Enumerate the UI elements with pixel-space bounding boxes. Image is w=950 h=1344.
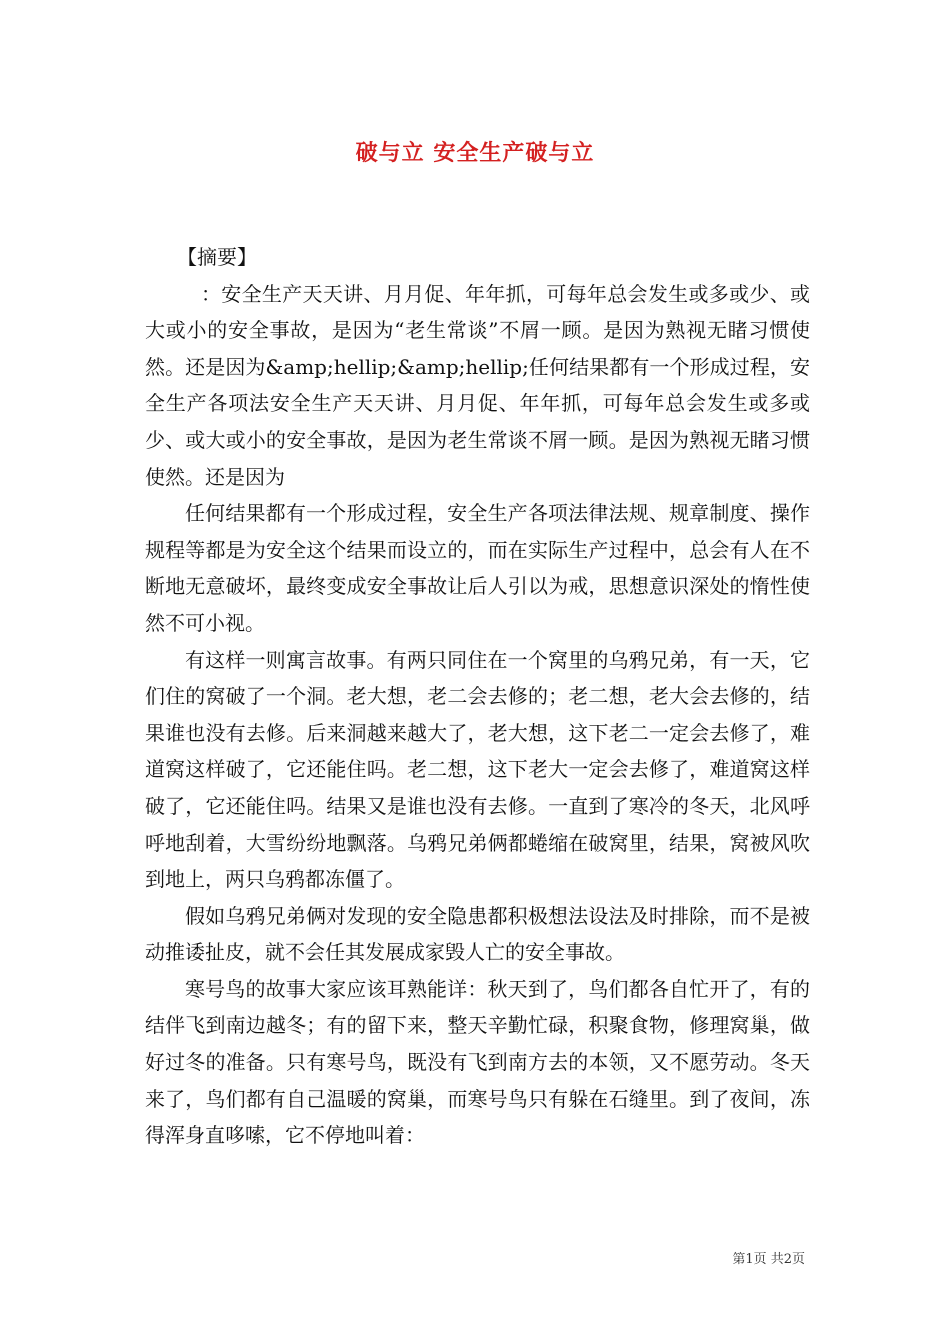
document-title: 破与立 安全生产破与立 [355,140,595,166]
abstract-label: 【摘要】 [177,245,257,269]
paragraph: 假如乌鸦兄弟俩对发现的安全隐患都积极想法设法及时排除，而不是被动推诿扯皮，就不会任其发展成家毁人亡的安全事故。 [145,903,810,965]
paragraph-abstract: ：安全生产天天讲、月月促、年年抓，可每年总会发生或多或少、或大或小的安全事故，是因为“老生常谈”不屑一顾。是因为熟视无睹习惯使然。还是因为&amp;hellip;&amp;hellip;任何结果都有一个形成过程，安全生产各项法安全生产天天讲、月月促、年年抓，可每年总会发生或多或少、或大或小的安全事故，是因为老生常谈不屑一顾。是因为熟视无睹习惯使然。还是因为 [145,281,810,489]
paragraph: 任何结果都有一个形成过程，安全生产各项法律法规、规章制度、操作规程等都是为安全这个结果而设立的，而在实际生产过程中，总会有人在不断地无意破坏，最终变成安全事故让后人引以为戒，思想意识深处的惰性使然不可小视。 [145,501,810,635]
page-number-footer: 第1页 共2页 [732,1252,805,1267]
document-body [145,239,810,1154]
paragraph: 有这样一则寓言故事。有两只同住在一个窝里的乌鸦兄弟，有一天，它们住的窝破了一个洞。老大想，老二会去修的；老二想，老大会去修的，结果谁也没有去修。后来洞越来越大了，老大想，这下老二一定会去修了，难道窝这样破了，它还能住吗。老二想，这下老大一定会去修了，难道窝这样破了，它还能住吗。结果又是谁也没有去修。一直到了寒冷的冬天，北风呼呼地刮着，大雪纷纷地飘落。乌鸦兄弟俩都蜷缩在破窝里，结果，窝被风吹到地上，两只乌鸦都冻僵了。 [145,647,810,892]
paragraph: 寒号鸟的故事大家应该耳熟能详：秋天到了，鸟们都各自忙开了，有的结伴飞到南边越冬；有的留下来，整天辛勤忙碌，积聚食物，修理窝巢，做好过冬的准备。只有寒号鸟，既没有飞到南方去的本领，又不愿劳动。冬天来了，鸟们都有自己温暖的窝巢，而寒号鸟只有躲在石缝里。到了夜间，冻得浑身直哆嗦，它不停地叫着： [145,976,810,1148]
